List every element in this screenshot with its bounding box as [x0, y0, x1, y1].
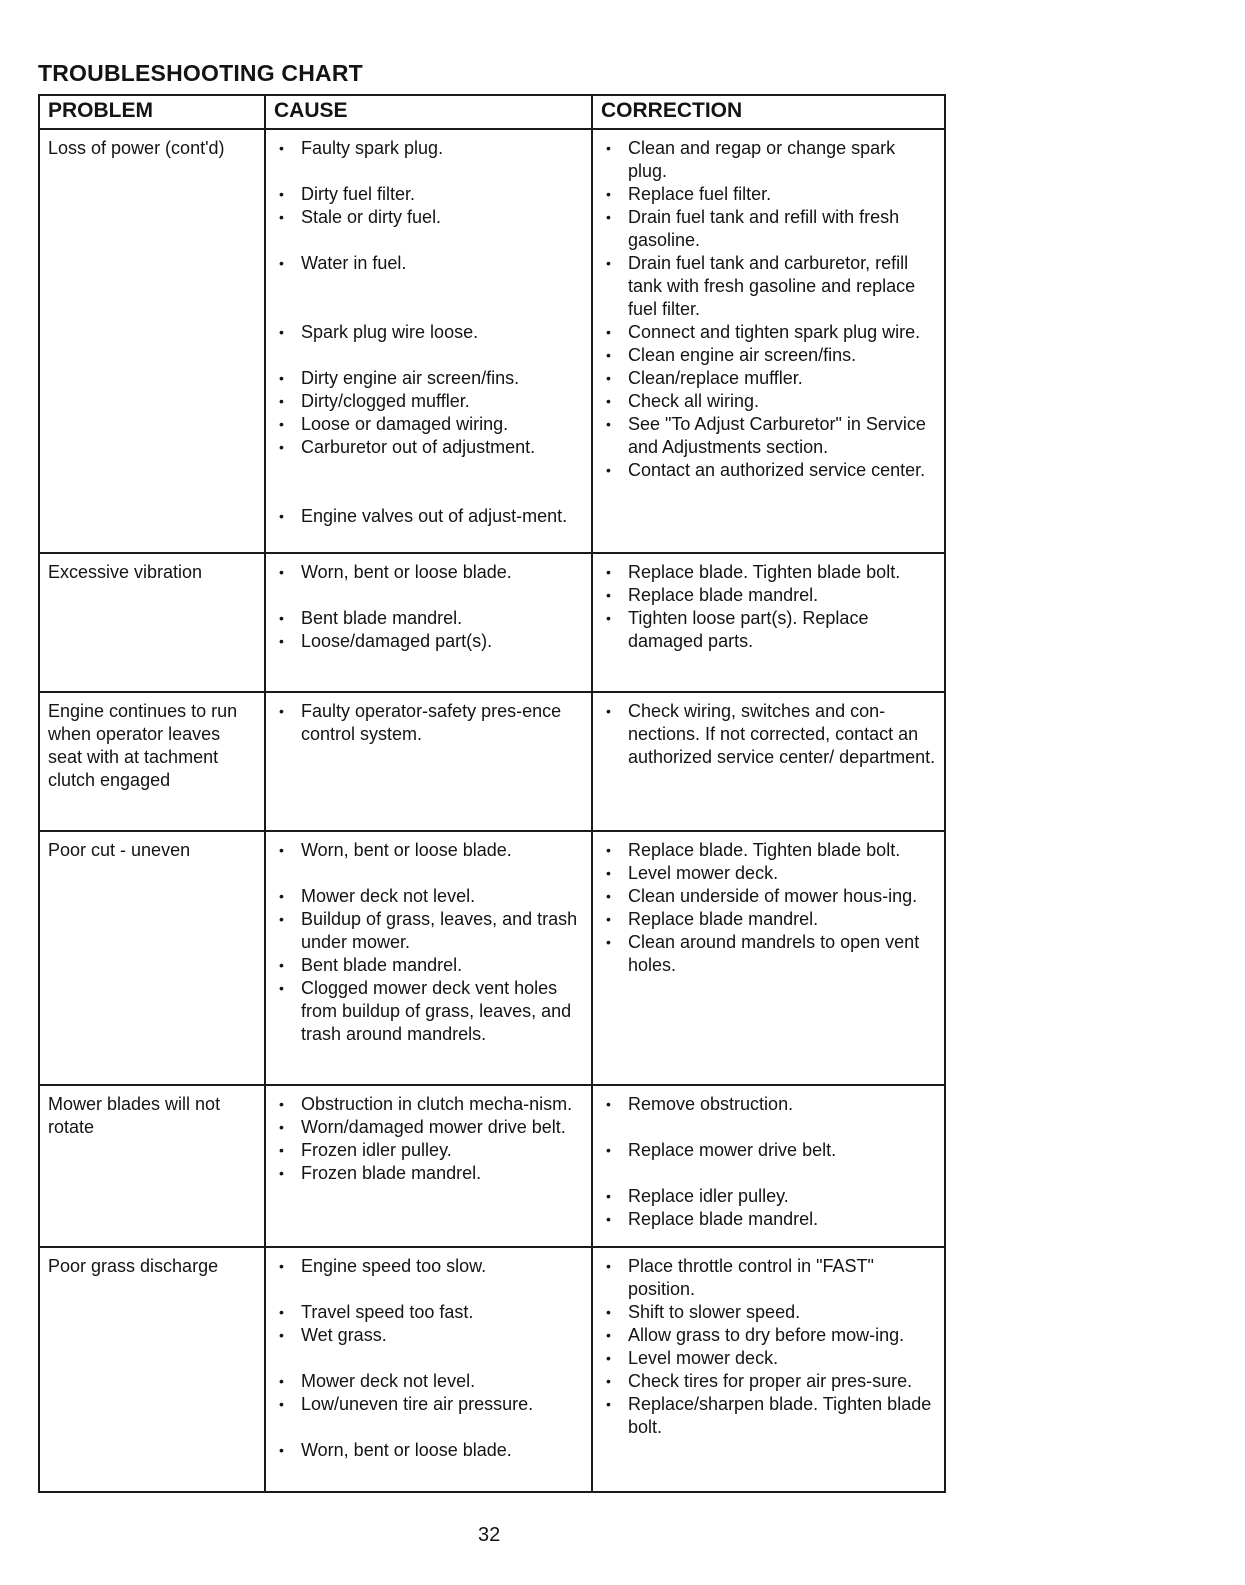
- correction-item: • Replace blade. Tighten blade bolt.: [601, 561, 936, 584]
- column-header-problem: PROBLEM: [39, 95, 265, 129]
- cause-cell: [265, 692, 592, 831]
- cause-item: • Dirty fuel filter.: [274, 183, 583, 206]
- cause-item: • Clogged mower deck vent holes from buildup of grass, leaves, and trash around mandrels.: [274, 977, 583, 1046]
- column-header-cause: CAUSE: [265, 95, 592, 129]
- correction-cell: [592, 1085, 945, 1247]
- cause-item: • Worn, bent or loose blade.: [274, 839, 583, 862]
- correction-item: • Level mower deck.: [601, 862, 936, 885]
- correction-item: • Replace fuel filter.: [601, 183, 936, 206]
- correction-item: • Clean engine air screen/fins.: [601, 344, 936, 367]
- cause-item: • Travel speed too fast.: [274, 1301, 583, 1324]
- cause-item: • Stale or dirty fuel.: [274, 206, 583, 229]
- page-number: 32: [478, 1524, 501, 1546]
- cause-item: • Carburetor out of adjustment.: [274, 436, 583, 459]
- correction-item: • Replace blade mandrel.: [601, 584, 936, 607]
- correction-item: • Contact an authorized service center.: [601, 459, 936, 482]
- cause-item: • Buildup of grass, leaves, and trash under mower.: [274, 908, 583, 954]
- cause-item: • Bent blade mandrel.: [274, 607, 583, 630]
- table-body: [39, 129, 945, 1492]
- cause-item: • Faulty operator-safety pres-ence control system.: [274, 700, 583, 746]
- problem-cell: Poor cut - uneven: [39, 831, 265, 1085]
- correction-item: • Remove obstruction.: [601, 1093, 936, 1116]
- correction-item: • Connect and tighten spark plug wire.: [601, 321, 936, 344]
- correction-item: • Drain fuel tank and carburetor, refill tank with fresh gasoline and replace fuel filter.: [601, 252, 936, 321]
- correction-item: • Check wiring, switches and con-nections. If not corrected, contact an authorized service center/ department.: [601, 700, 936, 769]
- correction-item: • See "To Adjust Carburetor" in Service and Adjustments section.: [601, 413, 936, 459]
- table-row: [39, 1085, 945, 1247]
- correction-item: • Clean/replace muffler.: [601, 367, 936, 390]
- cause-item: • Frozen idler pulley.: [274, 1139, 583, 1162]
- chart-title: TROUBLESHOOTING CHART: [38, 60, 363, 86]
- cause-item: • Spark plug wire loose.: [274, 321, 583, 344]
- correction-item: • Replace mower drive belt.: [601, 1139, 936, 1162]
- cause-item: • Worn/damaged mower drive belt.: [274, 1116, 583, 1139]
- problem-cell: Poor grass discharge: [39, 1247, 265, 1492]
- cause-item: • Mower deck not level.: [274, 885, 583, 908]
- cause-item: • Worn, bent or loose blade.: [274, 1439, 583, 1462]
- correction-item: • Level mower deck.: [601, 1347, 936, 1370]
- correction-cell: [592, 129, 945, 553]
- problem-cell: Loss of power (cont'd): [39, 129, 265, 553]
- correction-cell: [592, 831, 945, 1085]
- correction-item: • Clean and regap or change spark plug.: [601, 137, 936, 183]
- cause-cell: [265, 1085, 592, 1247]
- cause-item: • Faulty spark plug.: [274, 137, 583, 160]
- cause-item: • Mower deck not level.: [274, 1370, 583, 1393]
- correction-item: • Replace blade. Tighten blade bolt.: [601, 839, 936, 862]
- correction-cell: [592, 553, 945, 692]
- cause-item: • Wet grass.: [274, 1324, 583, 1347]
- correction-item: • Clean around mandrels to open vent holes.: [601, 931, 936, 977]
- correction-item: • Replace blade mandrel.: [601, 1208, 936, 1231]
- cause-item: • Water in fuel.: [274, 252, 583, 275]
- correction-item: • Replace blade mandrel.: [601, 908, 936, 931]
- cause-item: • Frozen blade mandrel.: [274, 1162, 583, 1185]
- cause-cell: [265, 1247, 592, 1492]
- table-row: [39, 692, 945, 831]
- cause-item: • Engine speed too slow.: [274, 1255, 583, 1278]
- problem-cell: Engine continues to run when operator leaves seat with at tachment clutch engaged: [39, 692, 265, 831]
- correction-item: • Allow grass to dry before mow-ing.: [601, 1324, 936, 1347]
- correction-item: • Clean underside of mower hous-ing.: [601, 885, 936, 908]
- cause-item: • Bent blade mandrel.: [274, 954, 583, 977]
- correction-cell: [592, 1247, 945, 1492]
- correction-item: • Place throttle control in "FAST" position.: [601, 1255, 936, 1301]
- cause-item: • Dirty/clogged muffler.: [274, 390, 583, 413]
- cause-item: • Worn, bent or loose blade.: [274, 561, 583, 584]
- correction-item: • Check all wiring.: [601, 390, 936, 413]
- table-row: [39, 553, 945, 692]
- cause-cell: [265, 129, 592, 553]
- correction-item: • Tighten loose part(s). Replace damaged parts.: [601, 607, 936, 653]
- table-row: [39, 1247, 945, 1492]
- correction-item: • Replace idler pulley.: [601, 1185, 936, 1208]
- correction-item: • Shift to slower speed.: [601, 1301, 936, 1324]
- cause-cell: [265, 553, 592, 692]
- cause-item: • Engine valves out of adjust-ment.: [274, 505, 583, 528]
- table-header-row: [39, 95, 945, 129]
- correction-item: • Replace/sharpen blade. Tighten blade bolt.: [601, 1393, 936, 1439]
- cause-item: • Obstruction in clutch mecha-nism.: [274, 1093, 583, 1116]
- cause-item: • Loose or damaged wiring.: [274, 413, 583, 436]
- cause-item: • Loose/damaged part(s).: [274, 630, 583, 653]
- troubleshooting-table: [38, 94, 946, 1493]
- problem-cell: Excessive vibration: [39, 553, 265, 692]
- column-header-correction: CORRECTION: [592, 95, 945, 129]
- cause-cell: [265, 831, 592, 1085]
- table-row: [39, 831, 945, 1085]
- correction-cell: [592, 692, 945, 831]
- problem-cell: Mower blades will not rotate: [39, 1085, 265, 1247]
- correction-item: • Check tires for proper air pres-sure.: [601, 1370, 936, 1393]
- correction-item: • Drain fuel tank and refill with fresh gasoline.: [601, 206, 936, 252]
- table-row: [39, 129, 945, 553]
- cause-item: • Dirty engine air screen/fins.: [274, 367, 583, 390]
- cause-item: • Low/uneven tire air pressure.: [274, 1393, 583, 1416]
